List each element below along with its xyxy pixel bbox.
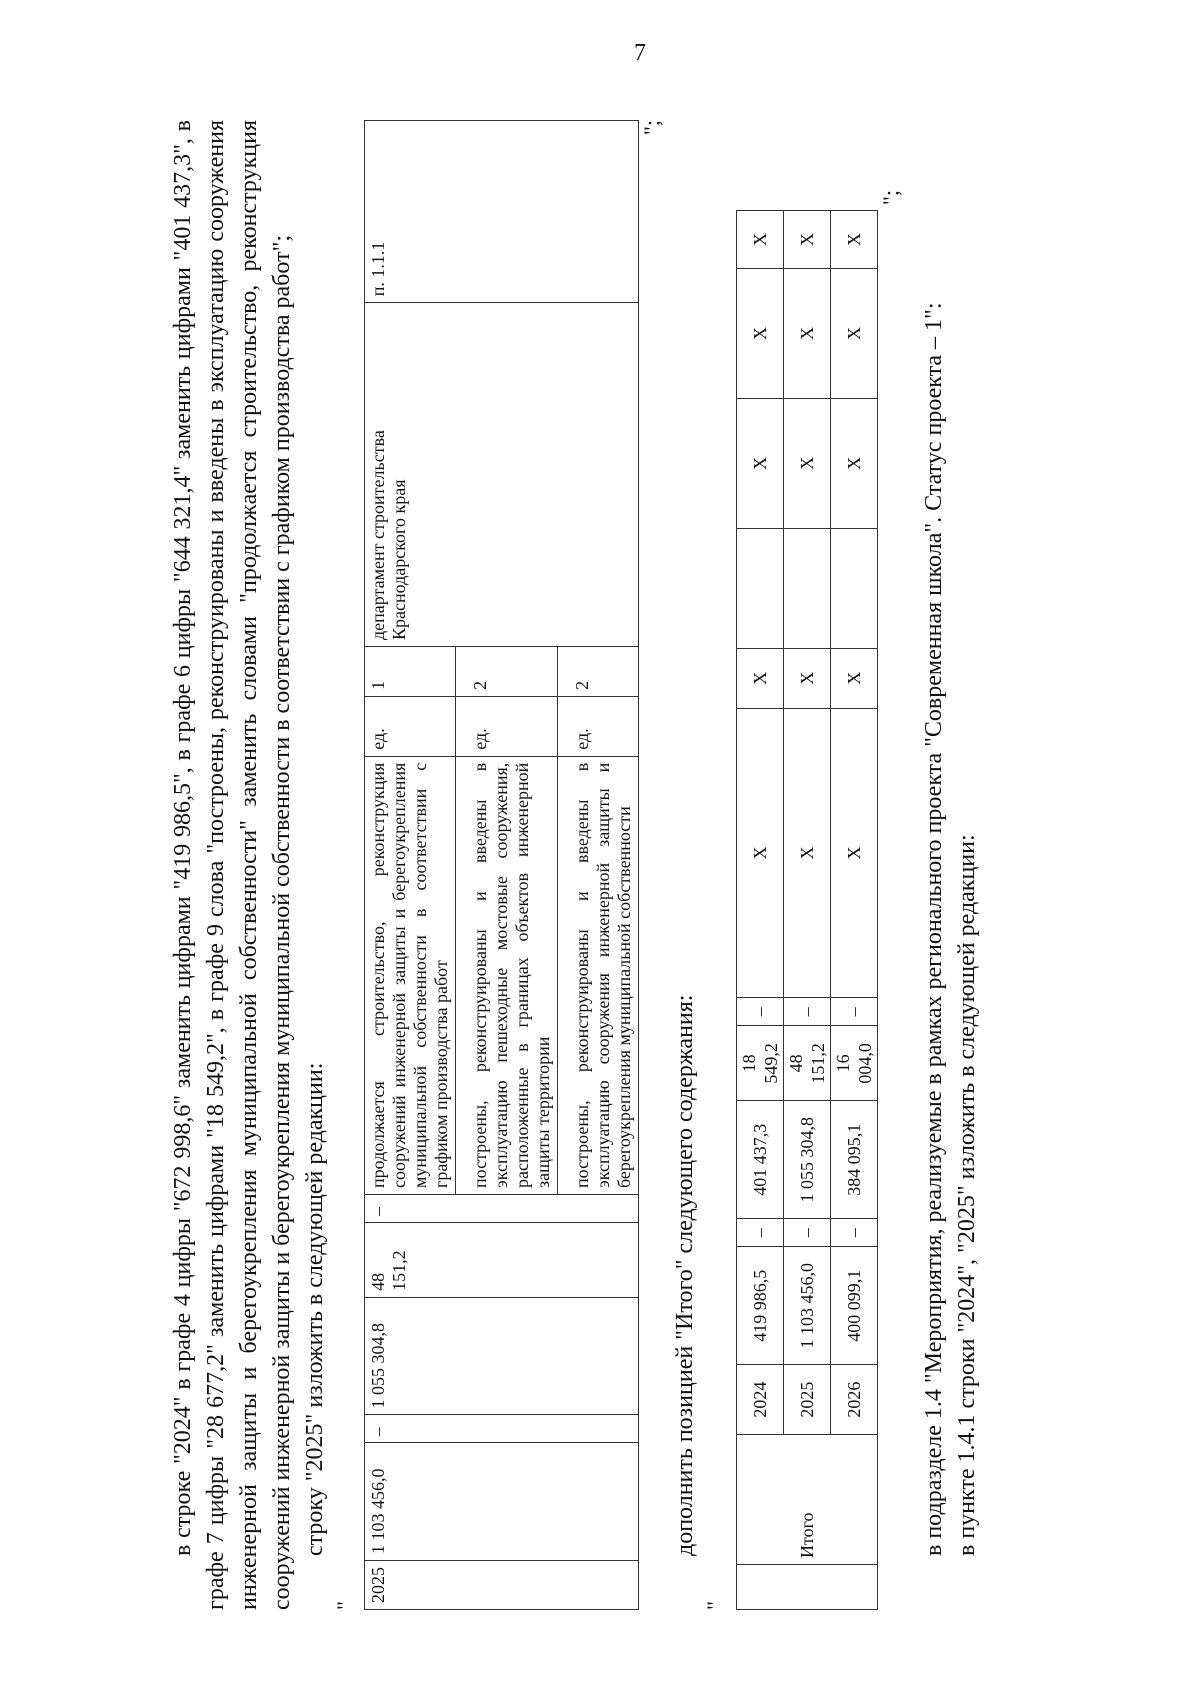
cell-value: 384 095,1 (831, 1101, 878, 1219)
table-itogo (736, 210, 878, 1610)
outro-paragraph: в подразделе 1.4 "Мероприятия, реализуемые в рамках регионального проекта "Современная школа". Статус проекта – 1": (921, 302, 947, 1556)
cell-year: 2025 (365, 1561, 639, 1610)
cell-dash: – (365, 1195, 639, 1223)
cell-dash: – (784, 998, 831, 1026)
cell-x: X (737, 648, 784, 708)
cell-qty: 2 (558, 647, 639, 697)
cell-x: X (831, 269, 878, 399)
cell-total: 1 103 456,0 (784, 1247, 831, 1365)
cell-dash: – (737, 1219, 784, 1247)
cell-unit: ед. (365, 696, 456, 756)
cell-value: 18 549,2 (737, 1026, 784, 1101)
cell-x: X (831, 648, 878, 708)
cell-result-text: построены, реконструированы и введены в эксплуатацию сооружения инженерной защиты и берегоукрепления муниципальной собственности (558, 756, 639, 1194)
cell-ref: п. 1.1.1 (365, 121, 639, 303)
cell-dash: – (831, 998, 878, 1026)
table-row (784, 211, 831, 1610)
cell-dash: – (737, 998, 784, 1026)
table-row (831, 211, 878, 1610)
cell-total: 1 103 456,0 (365, 1443, 639, 1561)
quote-open-2: " (702, 1601, 727, 1610)
quote-open: " (332, 1601, 357, 1610)
cell-result-text: построены, реконструированы и введены в эксплуатацию пешеходные мостовые сооружения, расположенные в границах объектов инженерной защиты территории (456, 756, 558, 1194)
cell-year: 2024 (737, 1365, 784, 1435)
mid-paragraph: дополнить позицией "Итого" следующего содержания: (672, 994, 698, 1556)
cell-x: X (831, 398, 878, 528)
cell-x: X (784, 211, 831, 269)
cell-qty: 1 (365, 647, 456, 697)
cell-x: X (784, 648, 831, 708)
cell-x: X (831, 708, 878, 998)
cell-dash: – (365, 1415, 639, 1443)
cell-year: 2026 (831, 1365, 878, 1435)
quote-close: "; (639, 120, 664, 136)
cell-x: X (784, 269, 831, 399)
cell-x: X (737, 398, 784, 528)
cell-year: 2025 (784, 1365, 831, 1435)
cell-total: 400 099,1 (831, 1247, 878, 1365)
cell-result-text: продолжается строительство, реконструкция сооружений инженерной защиты и берегоукрепления муниципальной собственности в соответствии с графиком производства работ (365, 756, 456, 1194)
cell-dash: – (831, 1219, 878, 1247)
intro-paragraph: в строке "2024" в графе 4 цифры "672 998,6" заменить цифрами "419 986,5", в графе 6 цифры "644 321,4" заменить цифрами "401 437,3", в графе 7 цифры "28 677,2" заменить цифрами "18 549,2", в графе 9 слова "построены, реконструированы и введены в эксплуатацию сооружения инженерной защиты и берегоукрепления муниципальной собственности" заменить словами "продолжается строительство, реконструкция сооружений инженерной защиты и берегоукрепления муниципальной собственности в соответствии с графиком производства работ"; (170, 120, 295, 1610)
cell-value: 401 437,3 (737, 1101, 784, 1219)
table-row (365, 121, 456, 1610)
cell-value: 48 151,2 (784, 1026, 831, 1101)
cell-unit: ед. (456, 696, 558, 756)
cell-x: X (737, 708, 784, 998)
cell-dash: – (784, 1219, 831, 1247)
cell-unit: ед. (558, 696, 639, 756)
cell-x: X (831, 211, 878, 269)
cell-total: 419 986,5 (737, 1247, 784, 1365)
cell-value: 48 151,2 (365, 1222, 639, 1297)
outro-paragraph-2: в пункте 1.4.1 строки "2024", "2025" изложить в следующей редакции: (954, 834, 980, 1556)
page-number: 7 (634, 40, 646, 66)
cell-x: X (737, 269, 784, 399)
cell-executor: департамент строительства Краснодарского края (365, 303, 639, 647)
table-row-2025 (364, 120, 639, 1610)
cell-value: 1 055 304,8 (784, 1101, 831, 1219)
cell-value: 16 004,0 (831, 1026, 878, 1101)
cell-x: X (784, 708, 831, 998)
cell-qty: 2 (456, 647, 558, 697)
table-row (737, 211, 784, 1610)
cell-x: X (737, 211, 784, 269)
cell-x: X (784, 398, 831, 528)
intro-paragraph-2: строку "2025" изложить в следующей редакции: (302, 1062, 328, 1556)
quote-close-2: "; (878, 190, 903, 206)
rotated-content (167, 120, 1027, 1610)
cell-value: 1 055 304,8 (365, 1297, 639, 1415)
cell-itogo-label: Итого (737, 1435, 878, 1565)
